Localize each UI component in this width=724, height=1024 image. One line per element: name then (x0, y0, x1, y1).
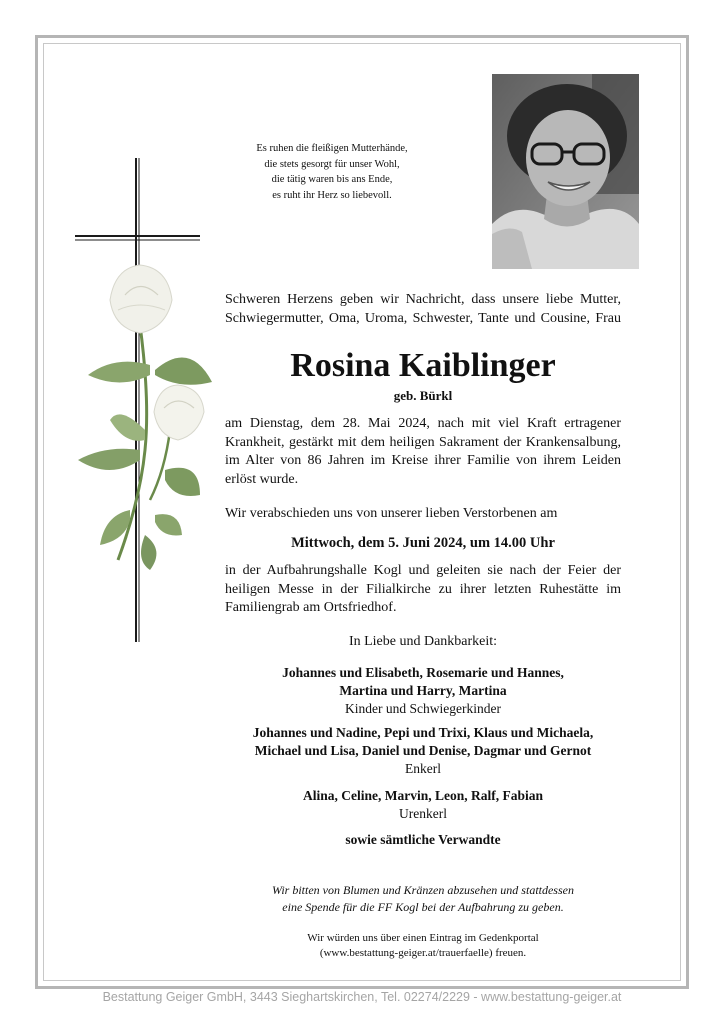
grandchildren-label: Enkerl (405, 761, 441, 776)
cross-and-rose (70, 150, 220, 650)
family-line: Michael und Lisa, Daniel und Denise, Dagmar und Gernot (254, 743, 592, 758)
portal-line: (www.bestattung-geiger.at/trauerfaelle) freuen. (319, 947, 527, 959)
closing-line: In Liebe und Dankbarkeit: (348, 634, 498, 649)
funeral-home-footer: Bestattung Geiger GmbH, 3443 Sieghartskirchen, Tel. 02274/2229 - www.bestattung-geiger.at (102, 990, 622, 1004)
poem-line: die tätig waren bis ans Ende, (271, 174, 393, 185)
family-line: Johannes und Elisabeth, Rosemarie und Hannes, (282, 665, 564, 680)
ceremony-line: in der Aufbahrungshalle Kogl und geleiten sie nach der Feier der (225, 563, 621, 578)
maiden-name: geb. Bürkl (393, 388, 453, 403)
poem-line: es ruht ihr Herz so liebevoll. (272, 189, 392, 201)
intro-line: Schwiegermutter, Oma, Uroma, Schwester, Tante und Cousine, Frau (225, 310, 621, 326)
request-line: Wir bitten von Blumen und Kränzen abzusehen und stattdessen (272, 883, 574, 897)
intro-text (225, 291, 621, 328)
deceased-name: Rosina Kaiblinger (290, 347, 556, 384)
portrait-photo (492, 74, 639, 269)
donation-request (200, 882, 646, 916)
portal-line: Wir würden uns über einen Eintrag im Gedenkportal (307, 932, 539, 944)
ceremony-text (225, 562, 621, 618)
great-grandchildren-label: Urenkerl (399, 806, 447, 821)
relatives-line: sowie sämtliche Verwandte (345, 832, 501, 847)
request-line: eine Spende für die FF Kogl bei der Aufbahrung zu geben. (282, 900, 564, 914)
ceremony-line: Familiengrab am Ortsfriedhof. (225, 600, 397, 615)
death-notice (225, 415, 621, 489)
notice-line: Krankheit, gestärkt mit dem heiligen Sakrament der Krankensalbung, (225, 434, 621, 450)
intro-line: Schweren Herzens geben wir Nachricht, dass unsere liebe Mutter, (225, 292, 621, 307)
memorial-poem (232, 141, 432, 203)
grandchildren-names (200, 724, 646, 760)
family-line: Martina und Harry, Martina (339, 683, 507, 698)
white-rose-image (78, 265, 212, 570)
notice-line: erlöst wurde. (225, 471, 299, 487)
poem-line: Es ruhen die fleißigen Mutterhände, (256, 143, 408, 154)
family-line: Johannes und Nadine, Pepi und Trixi, Klaus und Michaela, (252, 725, 594, 740)
memorial-portal-note (200, 931, 646, 961)
farewell-intro: Wir verabschieden uns von unserer lieben Verstorbenen am (225, 506, 558, 521)
funeral-date: Mittwoch, dem 5. Juni 2024, um 14.00 Uhr (291, 535, 555, 551)
children-names (200, 664, 646, 700)
children-label: Kinder und Schwiegerkinder (345, 701, 501, 716)
poem-line: die stets gesorgt für unser Wohl, (264, 158, 400, 170)
notice-line: am Dienstag, dem 28. Mai 2024, nach mit viel Kraft ertragener (225, 416, 621, 431)
great-grandchildren-names: Alina, Celine, Marvin, Leon, Ralf, Fabian (302, 788, 543, 803)
ceremony-line: heiligen Messe in der Filialkirche zu ihrer letzten Ruhestätte im (225, 581, 621, 597)
notice-line: im Alter von 86 Jahren im Kreise ihrer Familie von ihrem Leiden (225, 453, 621, 468)
